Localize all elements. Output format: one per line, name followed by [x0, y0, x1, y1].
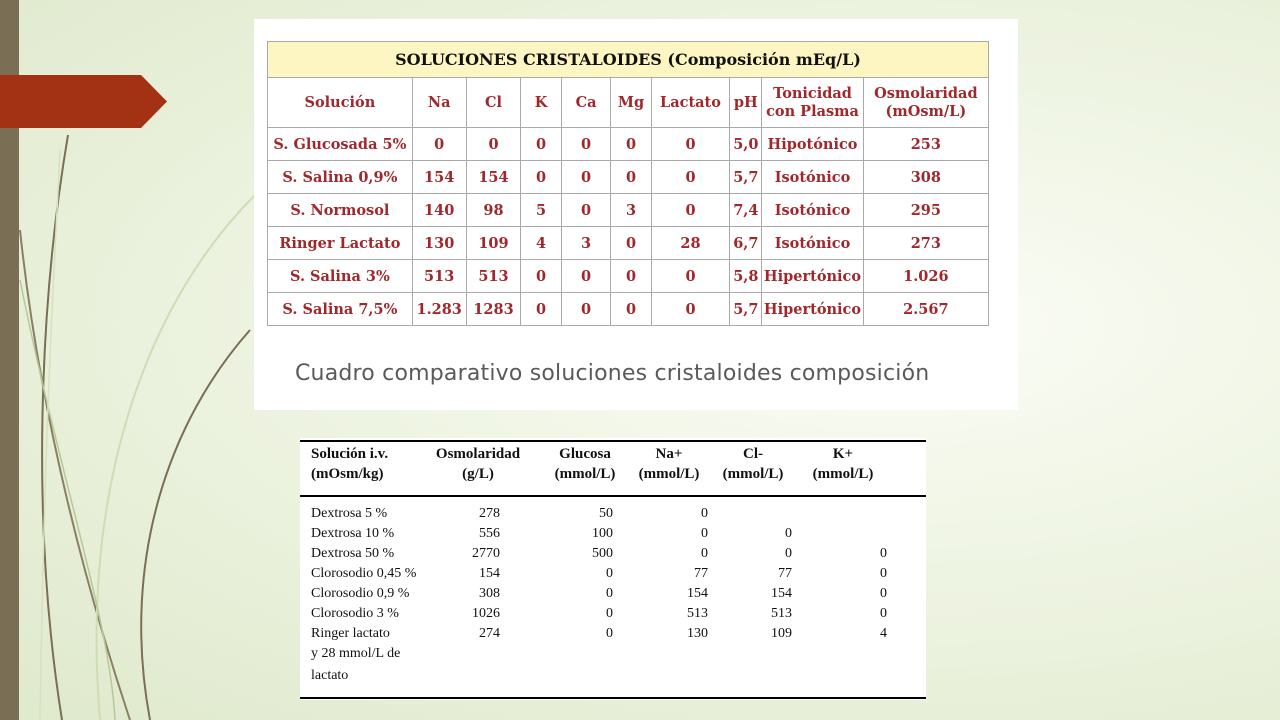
table-cell: 0	[651, 260, 730, 293]
header-cell: Mg	[611, 78, 651, 128]
crystalloid-composition-table	[267, 41, 989, 326]
table-cell: 0	[611, 128, 651, 161]
table-cell: Isotónico	[762, 161, 863, 194]
table-cell: 0	[521, 293, 561, 326]
table-cell: 5,8	[730, 260, 762, 293]
value-cell: 0	[701, 526, 708, 541]
value-cell: 4	[880, 626, 887, 641]
value-cell: 274	[479, 626, 500, 641]
value-cell: 1026	[472, 606, 500, 621]
value-cell: 154	[687, 586, 708, 601]
table-row	[268, 260, 989, 293]
table-cell: 5	[521, 194, 561, 227]
value-cell: 513	[687, 606, 708, 621]
table-cell: S. Glucosada 5%	[268, 128, 413, 161]
table-cell: 2.567	[863, 293, 988, 326]
table-cell: 98	[466, 194, 521, 227]
table-row	[268, 161, 989, 194]
value-cell: 556	[479, 526, 500, 541]
value-cell: 109	[771, 626, 792, 641]
solution-name: Ringer lactato	[311, 626, 390, 641]
table-cell: 1.283	[412, 293, 466, 326]
table-cell: 0	[611, 293, 651, 326]
header-osmolaridad: Osmolaridad (g/L)	[435, 446, 521, 482]
table-cell: Isotónico	[762, 227, 863, 260]
table-row	[268, 194, 989, 227]
header-solucion: Solución i.v. (mOsm/kg)	[311, 446, 389, 482]
table-cell: S. Salina 7,5%	[268, 293, 413, 326]
table-cell: 0	[466, 128, 521, 161]
table-cell: 253	[863, 128, 988, 161]
table-cell: 273	[863, 227, 988, 260]
value-cell: 2770	[472, 546, 500, 561]
table-cell: 4	[521, 227, 561, 260]
solution-name: Clorosodio 0,9 %	[311, 586, 410, 601]
table-cell: 0	[611, 260, 651, 293]
value-cell: 0	[701, 506, 708, 521]
table-cell: 5,7	[730, 293, 762, 326]
value-cell: 0	[880, 566, 887, 581]
table-cell: 0	[611, 227, 651, 260]
table-cell: Ringer Lactato	[268, 227, 413, 260]
table-cell: Isotónico	[762, 194, 863, 227]
ringer-note-line2: lactato	[311, 668, 349, 683]
header-cell: Cl	[466, 78, 521, 128]
value-cell: 500	[592, 546, 613, 561]
header-glucosa: Glucosa (mmol/L)	[554, 446, 616, 482]
table-cell: 154	[466, 161, 521, 194]
bottom-rule	[300, 697, 926, 699]
table-cell: 0	[561, 128, 611, 161]
solution-name: Dextrosa 50 %	[311, 546, 395, 561]
table-cell: 0	[651, 161, 730, 194]
value-cell: 77	[778, 566, 792, 581]
iv-solutions-table	[300, 438, 926, 700]
value-cell: 0	[785, 546, 792, 561]
table-cell: Hipotónico	[762, 128, 863, 161]
value-cell: 50	[599, 506, 613, 521]
table-cell: 0	[561, 161, 611, 194]
value-cell: 0	[606, 586, 613, 601]
table-cell: 5,0	[730, 128, 762, 161]
table-cell: 295	[863, 194, 988, 227]
table-cell: 0	[412, 128, 466, 161]
value-cell: 0	[701, 546, 708, 561]
table-caption: Cuadro comparativo soluciones cristaloides composición	[295, 361, 930, 386]
table-cell: 28	[651, 227, 730, 260]
table-cell: 0	[521, 128, 561, 161]
table-cell: S. Salina 3%	[268, 260, 413, 293]
header-cell: pH	[730, 78, 762, 128]
table-cell: 0	[521, 260, 561, 293]
header-cell: Na	[412, 78, 466, 128]
value-cell: 154	[479, 566, 500, 581]
value-cell: 0	[606, 566, 613, 581]
value-cell: 0	[785, 526, 792, 541]
value-cell: 130	[687, 626, 708, 641]
table-cell: 0	[611, 161, 651, 194]
table-cell: 3	[611, 194, 651, 227]
value-cell: 0	[606, 626, 613, 641]
table-cell: Hipertónico	[762, 260, 863, 293]
value-cell: 308	[479, 586, 500, 601]
value-cell: 100	[592, 526, 613, 541]
table-cell: 5,7	[730, 161, 762, 194]
value-cell: 513	[771, 606, 792, 621]
value-cell: 77	[694, 566, 708, 581]
header-k: K+ (mmol/L)	[812, 446, 874, 482]
header-na: Na+ (mmol/L)	[638, 446, 700, 482]
header-cell: Solución	[268, 78, 413, 128]
table-row	[268, 293, 989, 326]
solution-name: Dextrosa 5 %	[311, 506, 388, 521]
table-cell: Hipertónico	[762, 293, 863, 326]
red-arrow-tab	[0, 75, 167, 128]
table-title: SOLUCIONES CRISTALOIDES (Composición mEq/L)	[268, 42, 989, 78]
value-cell: 154	[771, 586, 792, 601]
table-cell: 0	[561, 260, 611, 293]
table-cell: 0	[651, 293, 730, 326]
table-cell: 154	[412, 161, 466, 194]
ringer-note-line1: y 28 mmol/L de	[311, 646, 401, 661]
table-row	[268, 227, 989, 260]
crystalloid-table-image	[254, 19, 1018, 410]
header-cell: K	[521, 78, 561, 128]
value-cell: 0	[880, 606, 887, 621]
table-cell: 3	[561, 227, 611, 260]
table-cell: 513	[412, 260, 466, 293]
table-cell: 7,4	[730, 194, 762, 227]
value-cell: 0	[606, 606, 613, 621]
header-cell: Ca	[561, 78, 611, 128]
table-cell: 513	[466, 260, 521, 293]
table-cell: 0	[521, 161, 561, 194]
table-cell: 0	[561, 194, 611, 227]
table-cell: 1.026	[863, 260, 988, 293]
table-cell: 0	[561, 293, 611, 326]
value-cell: 278	[479, 506, 500, 521]
solution-name: Clorosodio 3 %	[311, 606, 399, 621]
table-cell: 0	[651, 194, 730, 227]
table-cell: 140	[412, 194, 466, 227]
table-cell: 1283	[466, 293, 521, 326]
table-cell: 0	[651, 128, 730, 161]
table-cell: S. Salina 0,9%	[268, 161, 413, 194]
header-cell: Lactato	[651, 78, 730, 128]
solution-name: Dextrosa 10 %	[311, 526, 395, 541]
header-rule	[300, 495, 926, 497]
table-cell: 130	[412, 227, 466, 260]
table-cell: S. Normosol	[268, 194, 413, 227]
table-cell: 308	[863, 161, 988, 194]
header-cell: Tonicidad con Plasma	[762, 78, 863, 128]
header-cell: Osmolaridad (mOsm/L)	[863, 78, 988, 128]
solution-name: Clorosodio 0,45 %	[311, 566, 417, 581]
top-rule	[300, 440, 926, 442]
value-cell: 0	[880, 586, 887, 601]
value-cell: 0	[880, 546, 887, 561]
table-cell: 109	[466, 227, 521, 260]
header-cl: Cl- (mmol/L)	[722, 446, 784, 482]
table-cell: 6,7	[730, 227, 762, 260]
table-row	[268, 128, 989, 161]
